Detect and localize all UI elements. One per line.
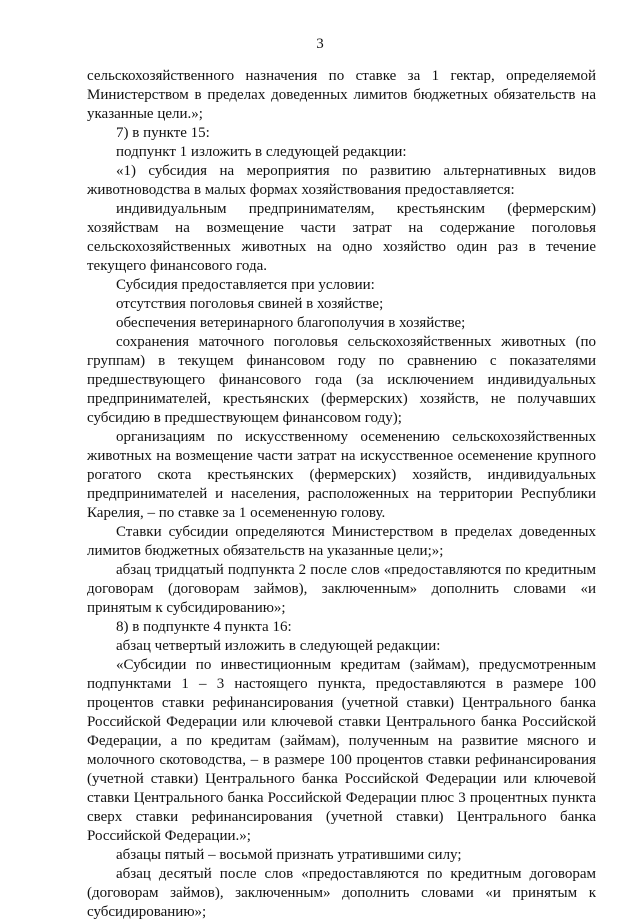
paragraph: индивидуальным предпринимателям, крестьянским (фермерским) хозяйствам на возмещение части затрат на содержание поголовья сельскохозяйственных животных на одно хозяйство один раз в течение текущего финансового года. <box>87 201 596 274</box>
paragraph-continuation: сельскохозяйственного назначения по ставке за 1 гектар, определяемой Министерством в пределах доведенных лимитов бюджетных обязательств на указанные цели.»; <box>87 68 596 122</box>
paragraph: отсутствия поголовья свиней в хозяйстве; <box>116 296 384 312</box>
paragraph-item-8: 8) в подпункте 4 пункта 16: <box>116 619 292 635</box>
paragraph: «Субсидии по инвестиционным кредитам (займам), предусмотренным подпунктами 1 – 3 настоящего пункта, предоставляются в размере 100 процентов ставки рефинансирования (учетной ставки) Центрального банка Российской Федерации или ключевой ставки Центрального банка Российской Федерации, а по кредитам (займам), полученным на развитие мясного и молочного скотоводства, – в размере 100 процентов ставки рефинансирования (учетной ставки) Центрального банка Российской Федерации или ключевой ставки Центрального банка Российской Федерации плюс 3 процентных пункта сверх ставки рефинансирования (учетной ставки) Центрального банка Российской Федерации.»; <box>87 657 596 844</box>
paragraph: «1) субсидия на мероприятия по развитию альтернативных видов животноводства в малых формах хозяйствования предоставляется: <box>87 163 596 198</box>
document-body <box>87 67 596 922</box>
paragraph: организациям по искусственному осеменению сельскохозяйственных животных на возмещение части затрат на искусственное осеменение крупного рогатого скота крестьянских (фермерских) хозяйств, индивидуальных предпринимателей и населения, расположенных на территории Республики Карелия, – по ставке за 1 осемененную голову. <box>87 429 596 521</box>
paragraph: абзац десятый после слов «предоставляются по кредитным договорам (договорам займов), заключенным» дополнить словами «и принятым к субсидированию»; <box>87 866 596 920</box>
paragraph-item-7: 7) в пункте 15: <box>116 125 210 141</box>
page-number: 3 <box>316 36 324 52</box>
paragraph: абзац тридцатый подпункта 2 после слов «предоставляются по кредитным договорам (договорам займов), заключенным» дополнить словами «и принятым к субсидированию»; <box>87 562 596 616</box>
paragraph: абзацы пятый – восьмой признать утратившими силу; <box>116 847 462 863</box>
paragraph: Субсидия предоставляется при условии: <box>116 277 375 293</box>
paragraph: абзац четвертый изложить в следующей редакции: <box>116 638 441 654</box>
paragraph: подпункт 1 изложить в следующей редакции: <box>116 144 407 160</box>
paragraph: сохранения маточного поголовья сельскохозяйственных животных (по группам) в текущем финансовом году по сравнению с показателями предшествующего финансового года (за исключением индивидуальных предпринимателей, крестьянских (фермерских) хозяйств, не получавших субсидию в предшествующем финансовом году); <box>87 334 596 426</box>
paragraph: обеспечения ветеринарного благополучия в хозяйстве; <box>116 315 466 331</box>
paragraph: Ставки субсидии определяются Министерством в пределах доведенных лимитов бюджетных обязательств на указанные цели;»; <box>87 524 596 559</box>
